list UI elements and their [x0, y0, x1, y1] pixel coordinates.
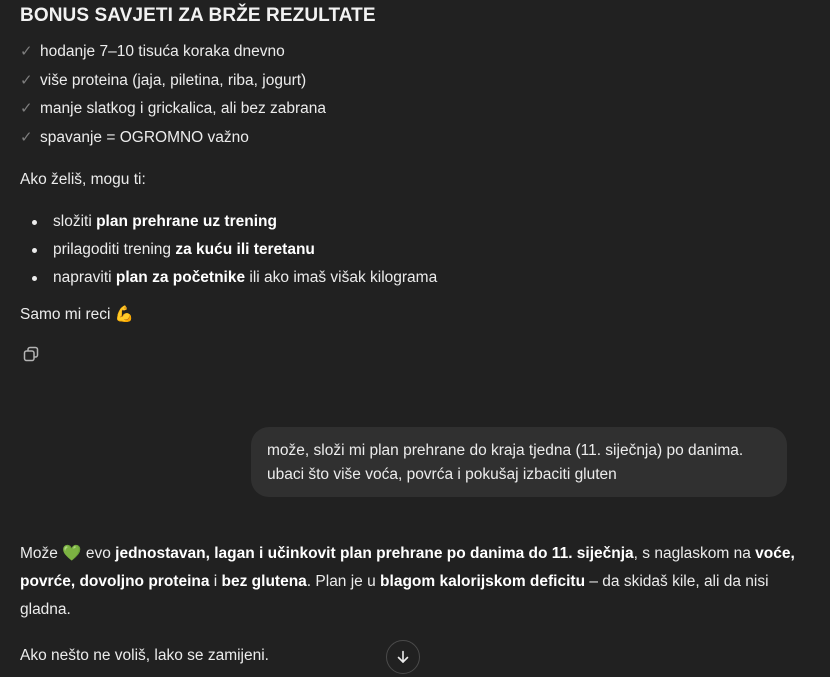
green-heart-emoji: 💚 [62, 544, 82, 562]
checkmark-icon: ✓ [20, 43, 33, 61]
flexed-biceps-emoji: 💪 [114, 305, 135, 323]
offer-intro: Ako želiš, mogu ti: [20, 171, 146, 188]
offer-text: složiti plan prehrane uz trening [53, 213, 277, 230]
checklist-text: hodanje 7–10 tisuća koraka dnevno [40, 43, 285, 61]
user-message-line: može, složi mi plan prehrane do kraja tjedna (11. siječnja) po danima. [267, 442, 744, 459]
section-heading: BONUS SAVJETI ZA BRŽE REZULTATE [20, 5, 376, 26]
user-message-bubble [251, 427, 787, 497]
bullet-dot [32, 248, 37, 253]
reply-paragraph: Može 💚 evo jednostavan, lagan i učinkovit plan prehrane po danima do 11. siječnja, s naglaskom na voće, povrće, dovoljno proteina i bez glutena. Plan je u blagom kalorijskom deficitu – da skidaš kile, ali da nisi gladna. [20, 544, 795, 618]
checklist-item [20, 124, 326, 153]
arrow-down-icon [395, 649, 411, 665]
checklist-item [20, 38, 326, 67]
checklist-text: više proteina (jaja, piletina, riba, jogurt) [40, 71, 307, 89]
checkmark-icon: ✓ [20, 128, 33, 146]
offer-text: prilagoditi trening za kuću ili teretanu [53, 241, 315, 258]
copy-icon [22, 345, 40, 363]
offer-text: napraviti plan za početnike ili ako imaš višak kilograma [53, 269, 438, 286]
offer-item [20, 208, 437, 236]
checkmark-icon: ✓ [20, 71, 33, 89]
closing-line: Samo mi reci 💪 [20, 305, 135, 323]
checklist-text: spavanje = OGROMNO važno [40, 128, 249, 146]
checkmark-icon: ✓ [20, 100, 33, 118]
checklist-item [20, 95, 326, 124]
bullet-dot [32, 276, 37, 281]
copy-button[interactable] [20, 343, 42, 365]
offer-item [20, 236, 437, 264]
offer-item [20, 264, 437, 292]
offer-list [20, 208, 437, 292]
checklist-item [20, 67, 326, 96]
user-message-line: ubaci što više voća, povrća i pokušaj izbaciti gluten [267, 466, 617, 483]
bullet-dot [32, 220, 37, 225]
scroll-to-bottom-button[interactable] [386, 640, 420, 674]
tips-checklist [20, 38, 326, 152]
checklist-text: manje slatkog i grickalica, ali bez zabrana [40, 100, 327, 118]
reply-paragraph: Ako nešto ne voliš, lako se zamijeni. [20, 647, 269, 664]
